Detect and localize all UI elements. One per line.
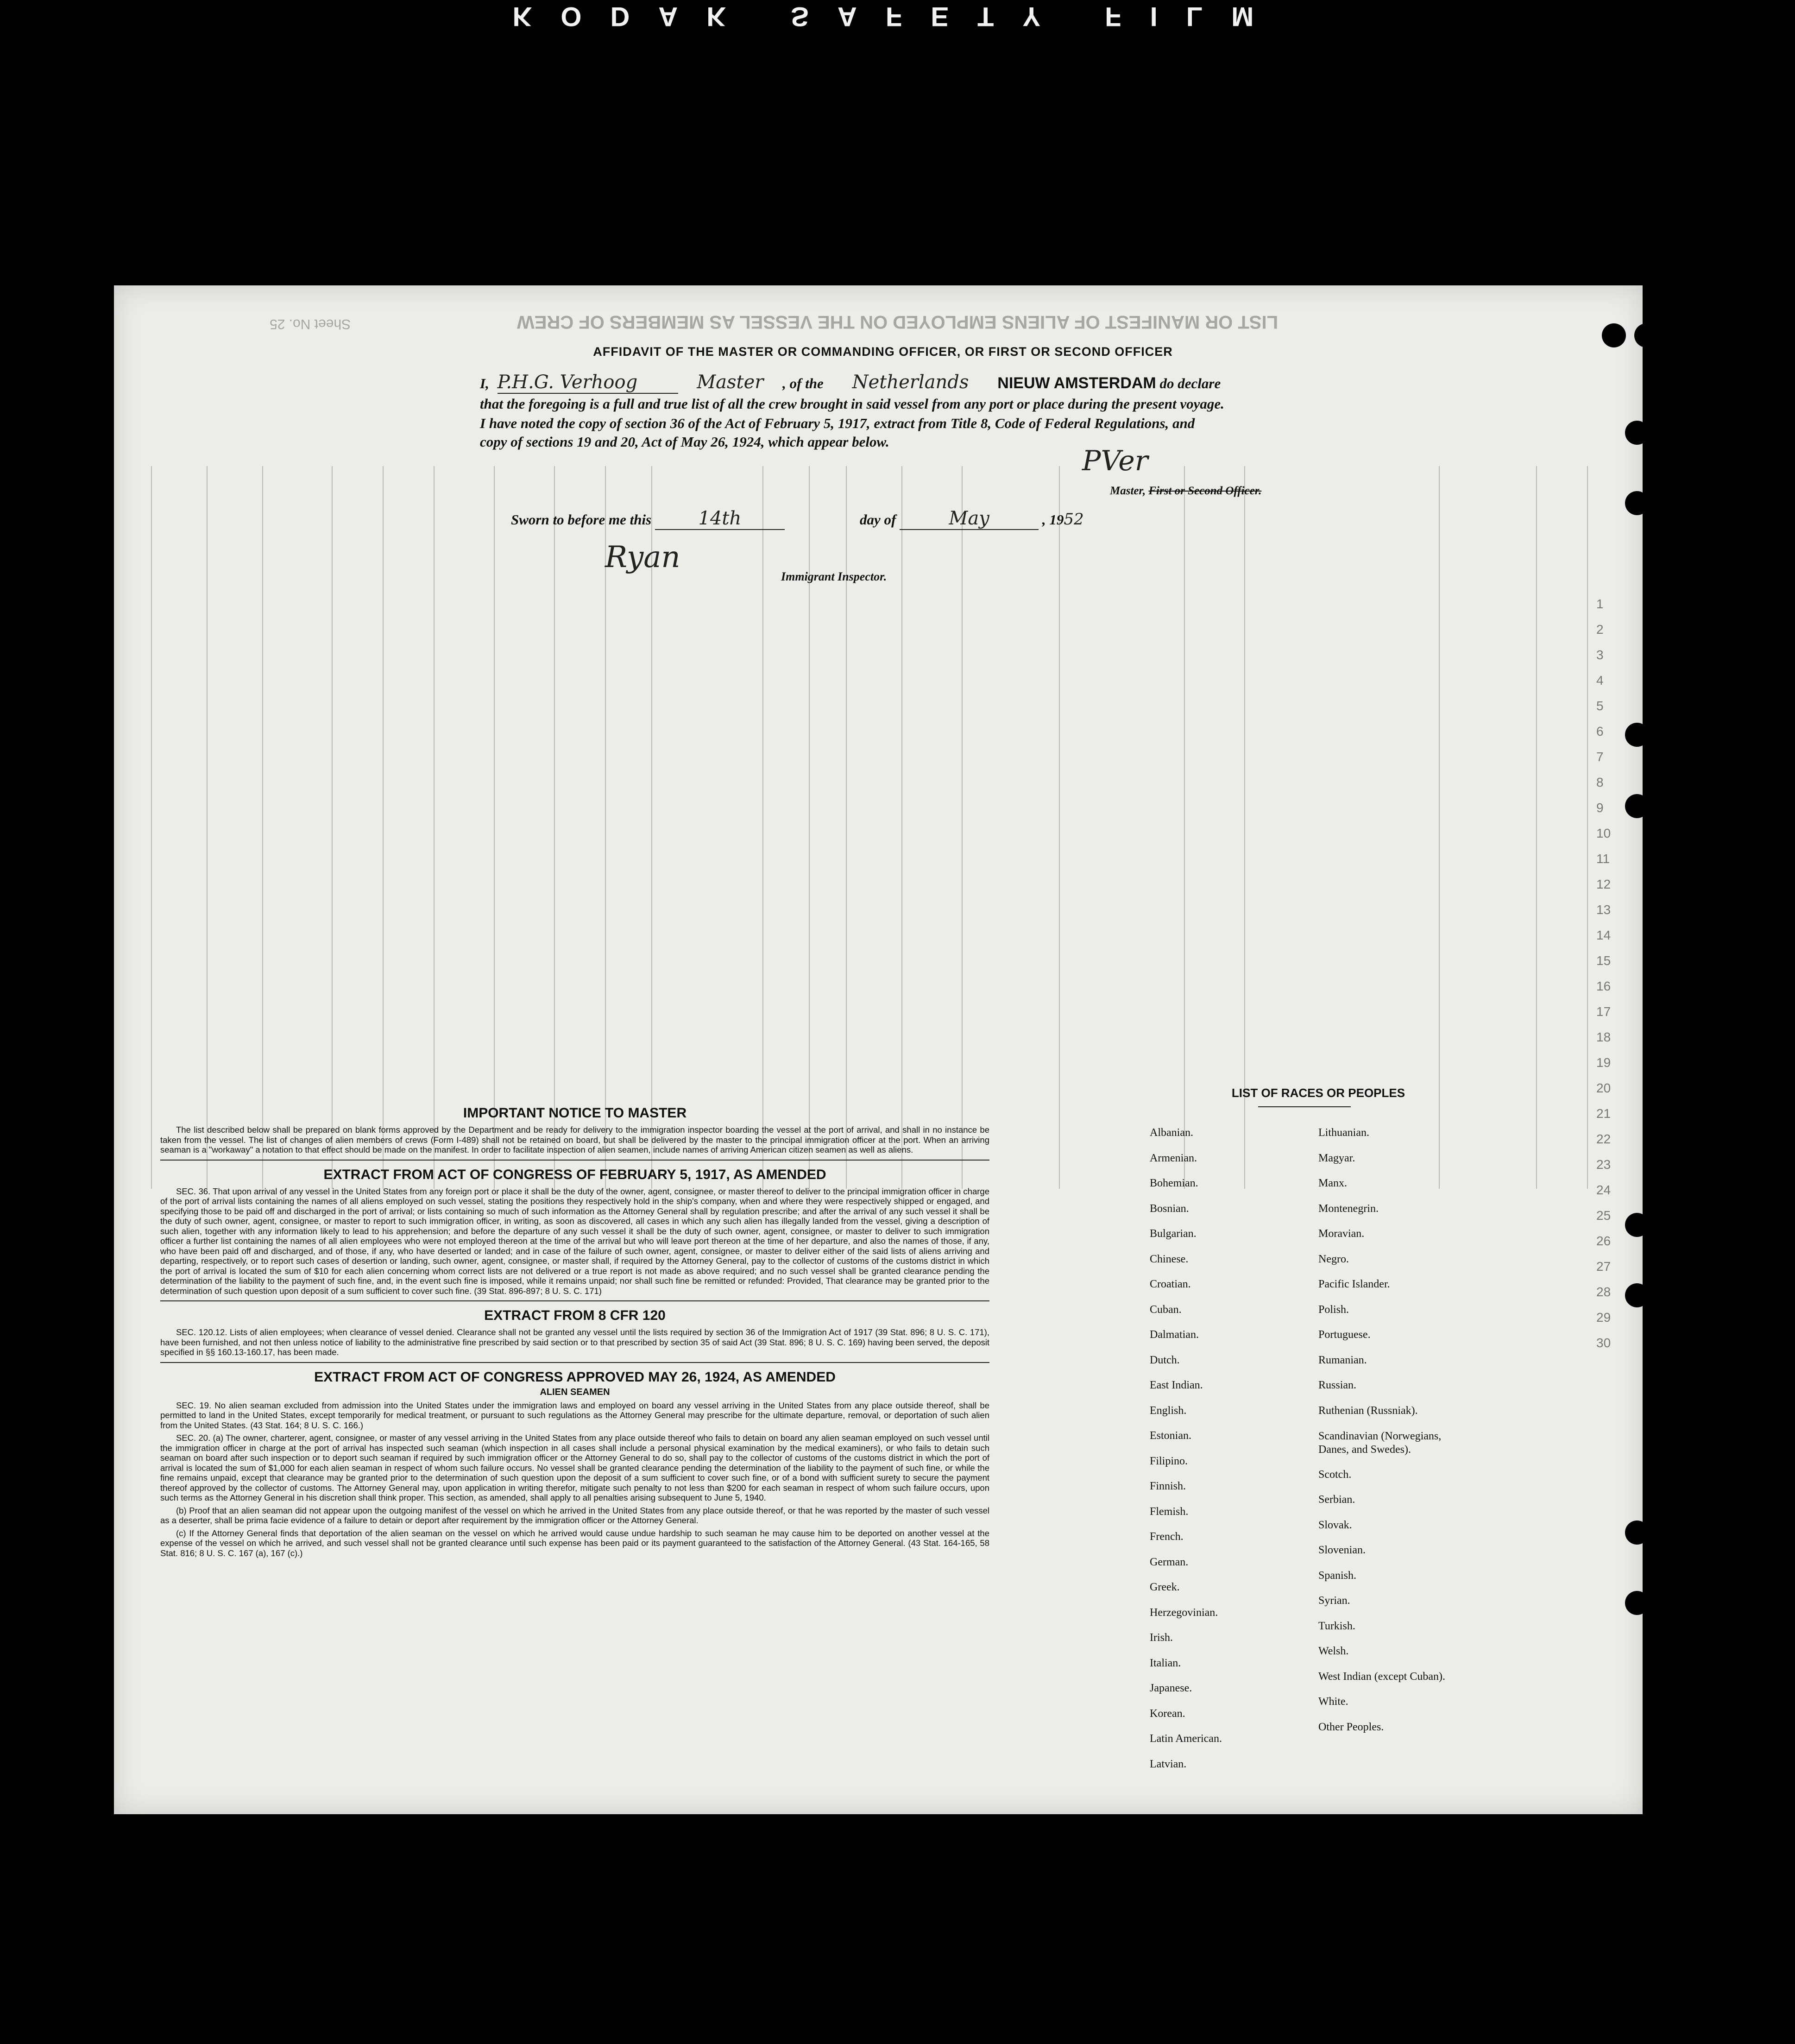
race-item: Portuguese.	[1318, 1329, 1371, 1341]
master-role: Master	[697, 372, 764, 393]
manifest-page	[114, 285, 1643, 1814]
race-item: Welsh.	[1318, 1645, 1349, 1657]
race-item: Irish.	[1150, 1632, 1173, 1644]
race-item: Finnish.	[1150, 1480, 1186, 1492]
row-number: 1	[1596, 597, 1604, 611]
race-item: Manx.	[1318, 1177, 1347, 1189]
sworn-month: May	[900, 508, 1039, 530]
signature-line	[1110, 485, 1261, 498]
race-item: Korean.	[1150, 1707, 1185, 1720]
races-title: LIST OF RACES OR PEOPLES	[1231, 1086, 1405, 1100]
race-item: Dalmatian.	[1150, 1329, 1199, 1341]
race-item: Greek.	[1150, 1581, 1180, 1593]
punch-hole	[1625, 794, 1649, 818]
master-name: P.H.G. Verhoog	[498, 372, 678, 394]
race-item: Other Peoples.	[1318, 1721, 1384, 1733]
race-item: Slovenian.	[1318, 1544, 1366, 1556]
extract-1924-sec20b: (b) Proof that an alien seaman did not appear upon the outgoing manifest of the vessel on which he arrived in the United States from any place outside thereof, or that he was reported by the master of such vessel as a deserter, shall be prima facie evidence of a failure to detain or deport after requirement by the immigration officer or the Attorney General.	[160, 1505, 989, 1525]
vessel-flag: Netherlands	[852, 372, 969, 393]
race-item: Croatian.	[1150, 1278, 1191, 1290]
grid-rule	[1587, 466, 1588, 1189]
row-number: 14	[1596, 928, 1611, 942]
race-item: Dutch.	[1150, 1354, 1180, 1366]
grid-rule	[1059, 466, 1060, 1189]
race-item: Spanish.	[1318, 1569, 1357, 1582]
race-item: Bosnian.	[1150, 1202, 1189, 1215]
row-number: 16	[1596, 979, 1611, 993]
affidavit-line-1	[480, 372, 1221, 394]
race-item: French.	[1150, 1531, 1184, 1543]
punch-hole	[1625, 1520, 1649, 1545]
inspector-label: Immigrant Inspector.	[781, 570, 887, 583]
punch-hole	[1625, 1283, 1649, 1307]
race-item: Moravian.	[1318, 1228, 1365, 1240]
race-item: Slovak.	[1318, 1519, 1352, 1531]
grid-rule	[494, 466, 495, 1189]
grid-rule	[1439, 466, 1440, 1189]
grid-rule	[962, 466, 963, 1189]
race-item: Latin American.	[1150, 1733, 1222, 1745]
notice-title: IMPORTANT NOTICE TO MASTER	[463, 1105, 687, 1121]
divider	[160, 1160, 989, 1161]
sworn-month-line	[860, 508, 1084, 530]
race-item: Rumanian.	[1318, 1354, 1367, 1366]
race-item: Turkish.	[1318, 1620, 1355, 1632]
row-number: 18	[1596, 1030, 1611, 1044]
extract-1917-title: EXTRACT FROM ACT OF CONGRESS OF FEBRUARY 5, 1917, AS AMENDED	[323, 1167, 826, 1182]
race-item: Chinese.	[1150, 1253, 1189, 1265]
punch-hole	[1625, 723, 1649, 747]
race-item: Ruthenian (Russniak).	[1318, 1404, 1418, 1417]
day-of-label: day of	[860, 511, 896, 528]
grid-rule	[151, 466, 152, 1189]
race-item: German.	[1150, 1556, 1189, 1568]
punch-hole	[1625, 491, 1649, 515]
row-number: 29	[1596, 1310, 1611, 1325]
race-item: White.	[1318, 1696, 1348, 1708]
grid-rule	[262, 466, 263, 1189]
row-number: 22	[1596, 1132, 1611, 1146]
row-number: 5	[1596, 699, 1604, 713]
divider	[160, 1300, 989, 1301]
extract-1924-sec20c: (c) If the Attorney General finds that deportation of the alien seaman on the vessel on which he arrived would cause undue hardship to such seaman he may cause him to be deported on another vessel at the expense of the vessel on which he arrived, and such vessel shall not be granted clearance until such expense has been paid or its payment guaranteed to the satisfaction of the Attorney General. (43 Stat. 164-165, 58 Stat. 816; 8 U. S. C. 167 (a), 167 (c).)	[160, 1528, 989, 1558]
race-item: Latvian.	[1150, 1758, 1187, 1770]
inspector-signature: Ryan	[605, 540, 680, 574]
grid-rule	[901, 466, 902, 1189]
affidavit-prefix: I,	[480, 375, 489, 391]
affidavit-title: AFFIDAVIT OF THE MASTER OR COMMANDING OFFICER, OR FIRST OR SECOND OFFICER	[593, 345, 1173, 359]
race-item: Bohemian.	[1150, 1177, 1198, 1189]
race-item: English.	[1150, 1404, 1187, 1417]
punch-hole	[1634, 323, 1658, 347]
race-item: Scotch.	[1318, 1468, 1352, 1481]
do-declare-label: do declare	[1159, 375, 1221, 391]
legal-notices	[160, 1105, 989, 1561]
grid-rule	[554, 466, 555, 1189]
row-number: 15	[1596, 953, 1611, 968]
row-number: 27	[1596, 1259, 1611, 1274]
affidavit-line-3: I have noted the copy of section 36 of the Act of February 5, 1917, extract from Title 8, Code of Federal Regulations, and	[480, 415, 1195, 431]
row-number: 6	[1596, 724, 1604, 738]
sworn-year: 52	[1064, 510, 1084, 529]
master-signature: PVer	[1082, 445, 1148, 477]
race-item: Filipino.	[1150, 1455, 1188, 1467]
row-number: 11	[1596, 852, 1610, 866]
row-number: 24	[1596, 1183, 1611, 1197]
notice-body: The list described below shall be prepared on blank forms approved by the Department and be ready for delivery to the immigration inspector boarding the vessel at the port of arrival, and shall in no instance be taken from the vessel. The list of changes of alien members of crews (Form I-489) shall not be retained on board, but shall be delivered by the master to the principal immigration officer at the port. When an arriving seaman is a "workaway" a notation to that effect should be made on the manifest. In order to facilitate inspection of alien seamen, include names of arriving American citizen seamen as well as aliens.	[160, 1125, 989, 1154]
of-the-label: , of the	[782, 375, 824, 391]
extract-1924-sec20a: SEC. 20. (a) The owner, charterer, agent, consignee, or master of any vessel arriving in the United States from any place outside thereof who fails to detain on board any alien seaman employed on such vessel until the immigration officer in charge at the port of arrival has inspected such seaman (which inspection in all cases shall include a personal physical examination by the medical examiners), or who fails to detain such seaman on board after such inspection or to deport such seaman if required by such immigration officer or the Attorney General to do so, shall pay to the collector of customs of the customs district in which the port of arrival is located the sum of $1,000 for each alien seaman in respect of whom such failure occurs. No vessel shall be granted clearance pending the determination of the liability to the payment of such fine, or while the fine remains unpaid, except that clearance may be granted prior to the determination of such question upon the deposit of a sum sufficient to cover such fine, or of a bond with sufficient surety to secure the payment thereof approved by the collector of customs. The Attorney General may, upon application in writing therefor, mitigate such penalty to not less than $200 for each seaman in respect of whom such failure occurs, upon such terms as the Attorney General in his discretion shall think proper. This section, as amended, shall apply to all penalties arising subsequent to June 5, 1940.	[160, 1433, 989, 1502]
row-number: 9	[1596, 801, 1604, 815]
race-item: Negro.	[1318, 1253, 1349, 1265]
race-item: Herzegovinian.	[1150, 1606, 1218, 1619]
row-number: 13	[1596, 902, 1611, 917]
row-number: 17	[1596, 1004, 1611, 1019]
sworn-day: 14th	[655, 508, 785, 530]
row-number: 21	[1596, 1106, 1611, 1121]
row-number: 3	[1596, 648, 1604, 662]
race-item: East Indian.	[1150, 1379, 1203, 1391]
extract-1917-body: SEC. 36. That upon arrival of any vessel in the United States from any foreign port or place it shall be the duty of the owner, agent, consignee, or master thereof to deliver to the principal immigration officer in charge of the port of arrival lists containing the names of all aliens employed on such vessel, stating the positions they respectively hold in the ship's company, when and where they were respectively shipped or engaged, and specifying those to be paid off and discharged in the port of arrival; or lists containing so much of such information as the Attorney General shall by regulation prescribe; and after the arrival of any such vessel it shall be the duty of such owner, agent, consignee, or master to report to such immigration officer, in writing, as soon as discovered, all cases in which any such alien has illegally landed from the vessel, giving a description of such alien, together with any information likely to lead to his apprehension; and before the departure of any such vessel it shall be the duty of such owner, agent, consignee, or master to deliver to such immigration officer a further list containing the names of all alien employees who were not employed thereon at the time of the arrival but who will leave port thereon at the time of her departure, and also the names of those, if any, who have been paid off and discharged, and of those, if any, who have deserted or landed; and in case of the failure of such owner, agent, consignee, or master to deliver either of the said lists of aliens arriving and departing, respectively, or to report such cases of desertion or landing, such owner, agent, consignee, or master shall, if required by the Attorney General, pay to the collector of customs of the customs district in which the port of arrival is located the sum of $10 for each alien concerning whom correct lists are not delivered or a true report is not made as above required; and no such vessel shall be granted clearance pending the determination of the liability to the payment of such fine, and, in the event such fine is imposed, while it remains unpaid; nor shall such fine be remitted or refunded: Provided, That clearance may be granted prior to the determination of such question upon deposit of a sum sufficient to cover such fine. (39 Stat. 896-897; 8 U. S. C. 171)	[160, 1186, 989, 1296]
extract-1924-subtitle: ALIEN SEAMEN	[540, 1387, 610, 1397]
vessel-name: NIEUW AMSTERDAM	[997, 374, 1156, 392]
race-item: Syrian.	[1318, 1595, 1350, 1607]
race-item: Flemish.	[1150, 1505, 1189, 1518]
film-edge-marking: KODAK SAFETY FILM	[0, 0, 1795, 32]
extract-cfr-body: SEC. 120.12. Lists of alien employees; when clearance of vessel denied. Clearance shall not be granted any vessel until the lists required by section 36 of the Immigration Act of 1917 (39 Stat. 896; 8 U. S. C. 171), have been furnished, and not then unless notice of liability to the administrative fine prescribed by said section or to that prescribed by section 35 of said Act (39 Stat. 896; 8 U. S. C. 169) having been served, the deposit specified in §§ 160.13-160.17, has been made.	[160, 1327, 989, 1357]
race-item: Cuban.	[1150, 1303, 1182, 1316]
punch-hole	[1625, 1213, 1649, 1237]
row-number: 26	[1596, 1234, 1611, 1248]
row-number: 10	[1596, 826, 1611, 840]
grid-rule	[1244, 466, 1245, 1189]
race-item: Bulgarian.	[1150, 1228, 1197, 1240]
grid-rule	[762, 466, 763, 1189]
row-number: 25	[1596, 1208, 1611, 1223]
reverse-side-sheet-number: Sheet No. 25	[270, 316, 351, 332]
grid-rule	[1184, 466, 1185, 1189]
extract-1924-sec19: SEC. 19. No alien seaman excluded from admission into the United States under the immigration laws and employed on board any vessel arriving in the United States from any place outside thereof, shall be permitted to land in the United States, except temporarily for medical treatment, or pursuant to such regulations as the Attorney General may prescribe for the ultimate departure, removal, or deportation of such alien from the United States. (43 Stat. 164; 8 U. S. C. 166.)	[160, 1400, 989, 1430]
sworn-prefix: Sworn to before me this	[511, 511, 652, 528]
race-item: Montenegrin.	[1318, 1202, 1379, 1215]
race-item: Serbian.	[1318, 1494, 1355, 1506]
row-number: 2	[1596, 622, 1604, 637]
grid-rule	[332, 466, 333, 1189]
race-item: Magyar.	[1318, 1152, 1355, 1164]
grid-rule	[651, 466, 652, 1189]
affidavit-line-2: that the foregoing is a full and true list of all the crew brought in said vessel from any port or place during the present voyage.	[480, 396, 1224, 412]
race-item: Scandinavian (Norwegians, Danes, and Swedes).	[1318, 1430, 1442, 1456]
divider	[160, 1362, 989, 1363]
row-number: 8	[1596, 775, 1604, 789]
row-number: 23	[1596, 1157, 1611, 1172]
grid-rule	[207, 466, 208, 1189]
grid-rule	[434, 466, 435, 1189]
officer-label-struck: First or Second Officer.	[1148, 485, 1262, 497]
punch-hole	[1625, 1591, 1649, 1615]
row-number: 20	[1596, 1081, 1611, 1095]
race-item: West Indian (except Cuban).	[1318, 1670, 1445, 1683]
extract-cfr-title: EXTRACT FROM 8 CFR 120	[484, 1308, 666, 1323]
race-item: Armenian.	[1150, 1152, 1197, 1164]
row-number: 4	[1596, 673, 1604, 688]
race-item: Pacific Islander.	[1318, 1278, 1390, 1290]
row-number: 7	[1596, 750, 1604, 764]
master-label: Master,	[1110, 485, 1146, 497]
row-number: 12	[1596, 877, 1611, 891]
year-prefix: , 19	[1042, 511, 1064, 528]
races-title-rule	[1258, 1106, 1351, 1107]
grid-rule	[383, 466, 384, 1189]
race-item: Russian.	[1318, 1379, 1357, 1391]
row-number: 30	[1596, 1336, 1611, 1350]
grid-rule	[605, 466, 606, 1189]
race-item: Albanian.	[1150, 1127, 1193, 1139]
punch-hole	[1602, 323, 1626, 347]
row-number: 19	[1596, 1055, 1611, 1070]
extract-1924-title: EXTRACT FROM ACT OF CONGRESS APPROVED MAY 26, 1924, AS AMENDED	[314, 1369, 836, 1385]
race-item: Polish.	[1318, 1303, 1349, 1316]
sworn-line	[511, 508, 785, 530]
affidavit-line-4: copy of sections 19 and 20, Act of May 26, 1924, which appear below.	[480, 434, 889, 450]
row-number: 28	[1596, 1285, 1611, 1299]
grid-rule	[1536, 466, 1537, 1189]
race-item: Lithuanian.	[1318, 1127, 1369, 1139]
reverse-side-title: LIST OR MANIFEST OF ALIENS EMPLOYED ON THE VESSEL AS MEMBERS OF CREW	[517, 312, 1279, 332]
race-item: Japanese.	[1150, 1682, 1192, 1694]
race-item: Italian.	[1150, 1657, 1181, 1669]
race-item: Estonian.	[1150, 1430, 1191, 1442]
punch-hole	[1625, 421, 1649, 445]
